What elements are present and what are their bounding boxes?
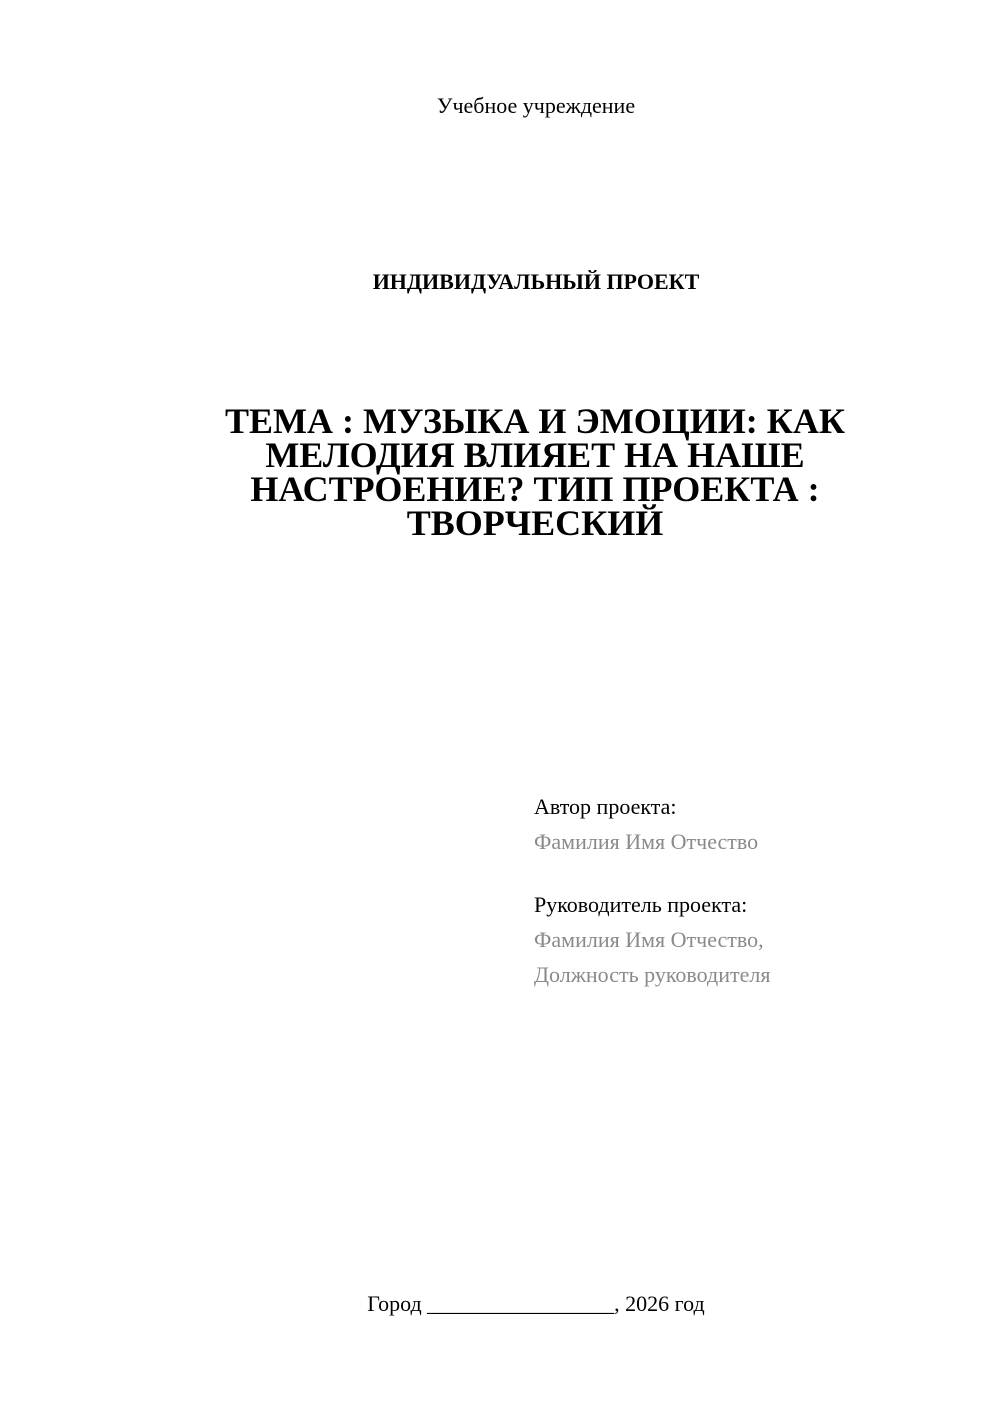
authors-spacer — [534, 859, 974, 887]
project-title-line: НАСТРОЕНИЕ? ТИП ПРОЕКТА : — [250, 469, 820, 509]
city-year-line: Город _________________, 2026 год — [367, 1291, 705, 1316]
project-type-heading: ИНДИВИДУАЛЬНЫЙ ПРОЕКТ — [372, 269, 700, 294]
project-title-line: МЕЛОДИЯ ВЛИЯЕТ НА НАШЕ — [265, 435, 805, 475]
institution-name: Учебное учреждение — [436, 93, 636, 118]
supervisor-label: Руководитель проекта: — [534, 892, 748, 917]
author-name: Фамилия Имя Отчество — [534, 829, 759, 854]
author-label: Автор проекта: — [534, 794, 677, 819]
project-title-line: ТЕМА : МУЗЫКА И ЭМОЦИИ: КАК — [225, 401, 845, 441]
project-title — [190, 401, 880, 543]
project-title-line: ТВОРЧЕСКИЙ — [406, 503, 664, 543]
supervisor-position: Должность руководителя — [534, 962, 771, 987]
supervisor-name: Фамилия Имя Отчество, — [534, 927, 764, 952]
authors-block — [534, 789, 974, 992]
